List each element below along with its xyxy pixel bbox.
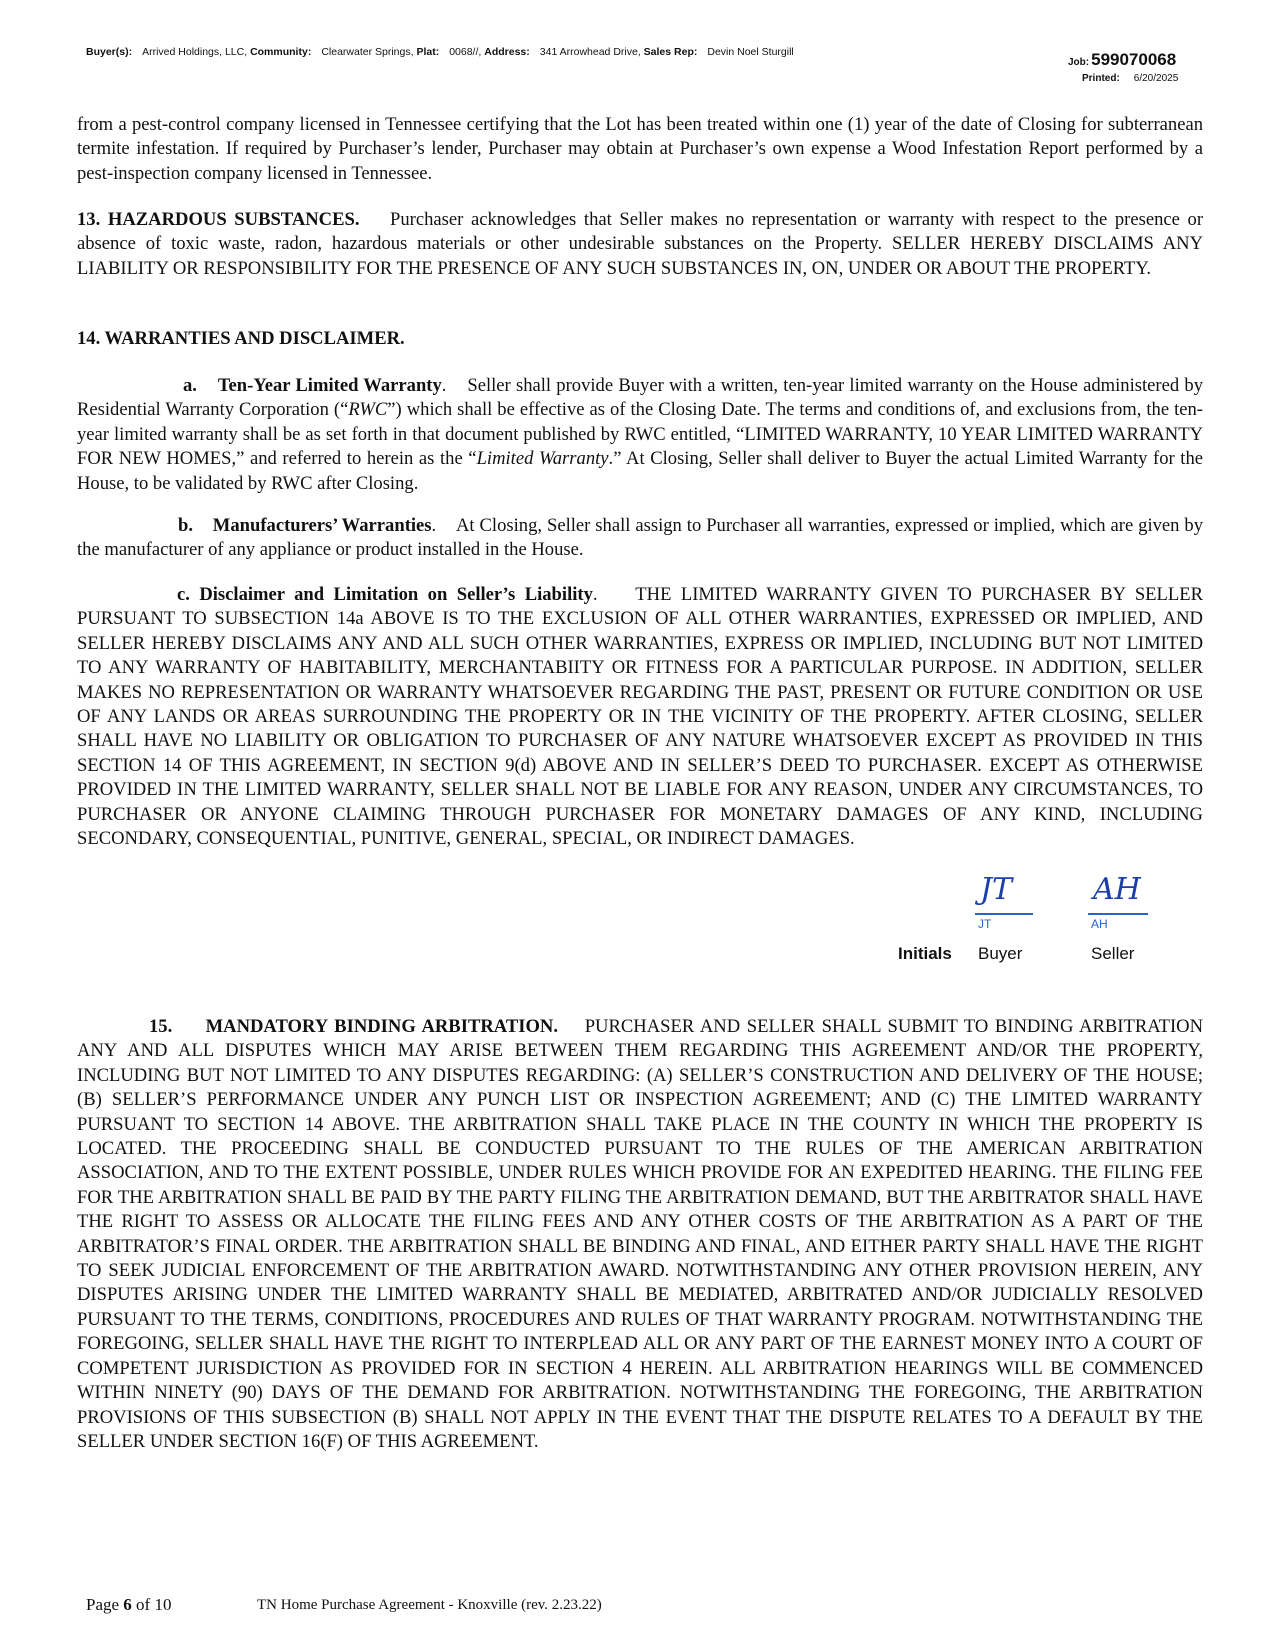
buyer-initials-line bbox=[975, 913, 1033, 915]
section-14b: b. Manufacturers’ Warranties. At Closing, Seller shall assign to Purchaser all warranties, expressed or implied, which are given by the manufacturer of any appliance or product installed in the House. bbox=[77, 515, 1203, 561]
section-14a: a. Ten-Year Limited Warranty. Seller shall provide Buyer with a written, ten-year limited warranty on the House administered by Residential Warranty Corporation (“RWC”) which shall be effective as of the Closing Date. The terms and conditions of, and exclusions from, the ten-year limited warranty shall be as set forth in that document published by RWC entitled, “LIMITED WARRANTY, 10 YEAR LIMITED WARRANTY FOR NEW HOMES,” and referred to herein as the “Limited Warranty.” At Closing, Seller shall deliver to Buyer the actual Limited Warranty for the House, to be validated by RWC after Closing. bbox=[77, 375, 1204, 494]
section-14b-title: Manufacturers’ Warranties bbox=[212, 515, 432, 536]
buyer-initials-small: JT bbox=[978, 917, 992, 931]
document-title-footer: TN Home Purchase Agreement - Knoxville (rev. 2.23.22) bbox=[257, 1597, 602, 1613]
section-15-title: MANDATORY BINDING ARBITRATION. bbox=[205, 1016, 558, 1037]
buyer-label: Buyer(s): bbox=[86, 46, 133, 58]
address-label: Address: bbox=[484, 46, 530, 58]
buyer-label-initials: Buyer bbox=[978, 944, 1023, 963]
document-header bbox=[86, 46, 794, 58]
page-current: 6 bbox=[123, 1595, 132, 1614]
printed-label: Printed: bbox=[1082, 73, 1120, 84]
section-14a-rwc: RWC bbox=[348, 399, 388, 421]
page-number bbox=[86, 1595, 171, 1615]
community-value: Clearwater Springs, bbox=[321, 46, 414, 58]
section-14c-title: c. Disclaimer and Limitation on Seller’s Liability bbox=[177, 584, 593, 605]
section-14-title: 14. WARRANTIES AND DISCLAIMER. bbox=[77, 328, 405, 349]
section-15-text: PURCHASER AND SELLER SHALL SUBMIT TO BINDING ARBITRATION ANY AND ALL DISPUTES WHICH MAY ARISE BETWEEN THEM REGARDING THIS AGREEMENT AND/OR THE PROPERTY, INCLUDING BUT NOT LIMITED TO ANY DISPUTES REGARDING: (A) SELLER’S CONSTRUCTION AND DELIVERY OF THE HOUSE; (B) SELLER’S PERFORMANCE UNDER ANY PUNCH LIST OR INSPECTION AGREEMENT; AND (C) THE LIMITED WARRANTY PURSUANT TO SECTION 14 ABOVE. THE ARBITRATION SHALL TAKE PLACE IN THE COUNTY IN WHICH THE PROPERTY IS LOCATED. THE PROCEEDING SHALL BE CONDUCTED PURSUANT TO THE RULES OF THE AMERICAN ARBITRATION ASSOCIATION, AND TO THE EXTENT POSSIBLE, UNDER RULES WHICH PROVIDE FOR AN EXPEDITED HEARING. THE FILING FEE FOR THE ARBITRATION SHALL BE PAID BY THE PARTY FILING THE ARBITRATION DEMAND, BUT THE ARBITRATOR SHALL HAVE THE RIGHT TO ASSESS OR ALLOCATE THE FILING FEES AND ANY OTHER COSTS OF THE ARBITRATION AS A PART OF THE ARBITRATOR’S FINAL ORDER. THE ARBITRATION SHALL BE BINDING AND FINAL, AND EITHER PARTY SHALL HAVE THE RIGHT TO SEEK JUDICIAL ENFORCEMENT OF THE ARBITRATION AWARD. NOTWITHSTANDING ANY OTHER PROVISION HEREIN, ANY DISPUTES ARISING UNDER THE LIMITED WARRANTY SHALL BE MEDIATED, ARBITRATED AND/OR JUDICIALLY RESOLVED PURSUANT TO THE TERMS, CONDITIONS, PROCEDURES AND RULES OF THAT WARRANTY PROGRAM. NOTWITHSTANDING THE FOREGOING, SELLER SHALL HAVE THE RIGHT TO INTERPLEAD ALL OR ANY PART OF THE EARNEST MONEY INTO A COURT OF COMPETENT JURISDICTION AS PROVIDED FOR IN SECTION 4 HEREIN. ALL ARBITRATION HEARINGS WILL BE COMMENCED WITHIN NINETY (90) DAYS OF THE DEMAND FOR ARBITRATION. NOTWITHSTANDING THE FOREGOING, THE ARBITRATION PROVISIONS OF THIS SUBSECTION (B) SHALL NOT APPLY IN THE EVENT THAT THE DISPUTE RELATES TO A DEFAULT BY THE SELLER UNDER SECTION 16(F) OF THIS AGREEMENT. bbox=[77, 1016, 1204, 1452]
seller-initials-line bbox=[1088, 913, 1148, 915]
printed-date: 6/20/2025 bbox=[1133, 73, 1179, 84]
section-14a-text-2: ”) which shall be effective as of the Closing Date. The terms and conditions of, and exclusions from, the ten-year limited warranty shall be as set forth in that document published by RWC entitled, “LIMITED WARRANTY, 10 YEAR LIMITED WARRANTY FOR NEW HOMES,” and referred to herein as the “ bbox=[77, 399, 1203, 470]
section-14b-text: At Closing, Seller shall assign to Purchaser all warranties, expressed or implied, which are given by the manufacturer of any appliance or product installed in the House. bbox=[77, 515, 1203, 561]
seller-initials-small: AH bbox=[1091, 917, 1108, 931]
section-14b-letter: b. bbox=[178, 515, 193, 536]
page-prefix: Page bbox=[86, 1595, 120, 1614]
paragraph-termite-continuation: from a pest-control company licensed in Tennessee certifying that the Lot has been treated within one (1) year of the date of Closing for subterranean termite infestation. If required by Purchaser’s lender, Purchaser may obtain at Purchaser’s own expense a Wood Infestation Report performed by a pest-inspection company licensed in Tennessee. bbox=[77, 114, 1203, 184]
address-value: 341 Arrowhead Drive, bbox=[539, 46, 641, 58]
page-total: of 10 bbox=[136, 1595, 172, 1614]
section-13-title: 13. HAZARDOUS SUBSTANCES. bbox=[77, 209, 360, 230]
section-15 bbox=[77, 1015, 1203, 1454]
section-14c-text: THE LIMITED WARRANTY GIVEN TO PURCHASER BY SELLER PURSUANT TO SUBSECTION 14a ABOVE IS TO THE EXCLUSION OF ALL OTHER WARRANTIES, EXPRESSED OR IMPLIED, AND SELLER HEREBY DISCLAIMS ANY AND ALL SUCH OTHER WARRANTIES, EXPRESS OR IMPLIED, INCLUDING BUT NOT LIMITED TO ANY WARRANTY OF HABITABILITY, MERCHANTABIITY OR FITNESS FOR A PARTICULAR PURPOSE. IN ADDITION, SELLER MAKES NO REPRESENTATION OR WARRANTY WHATSOEVER REGARDING THE PAST, PRESENT OR FUTURE CONDITION OR USE OF ANY LANDS OR AREAS SURROUNDING THE PROPERTY OR IN THE VICINITY OF THE PROPERTY. AFTER CLOSING, SELLER SHALL HAVE NO LIABILITY OR OBLIGATION TO PURCHASER OF ANY NATURE WHATSOEVER EXCEPT AS PROVIDED IN THIS SECTION 14 OF THIS AGREEMENT, IN SECTION 9(d) ABOVE AND IN SELLER’S DEED TO PURCHASER. EXCEPT AS OTHERWISE PROVIDED IN THE LIMITED WARRANTY, SELLER SHALL NOT BE LIABLE FOR ANY REASON, UNDER ANY CIRCUMSTANCES, TO PURCHASER OR ANYONE CLAIMING THROUGH PURCHASER FOR MONETARY DAMAGES OF ANY KIND, INCLUDING SECONDARY, CONSEQUENTIAL, PUNITIVE, GENERAL, SPECIAL, OR INDIRECT DAMAGES. bbox=[77, 584, 1203, 850]
job-label: Job: bbox=[1068, 57, 1090, 68]
section-14a-text-3: .” At Closing, Seller shall deliver to Buyer the actual Limited Warranty for the House, to be validated by RWC after Closing. bbox=[77, 448, 1204, 494]
printed-date-block bbox=[1082, 73, 1178, 84]
buyer-value: Arrived Holdings, LLC, bbox=[142, 46, 248, 58]
seller-initials-signature: AH bbox=[1093, 872, 1141, 907]
sales-rep-label: Sales Rep: bbox=[643, 46, 698, 58]
section-14 bbox=[77, 327, 1203, 351]
section-14a-limited-warranty: Limited Warranty bbox=[476, 448, 609, 470]
section-14a-text-1: Seller shall provide Buyer with a written, ten-year limited warranty on the House administered by Residential Warranty Corporation (“ bbox=[77, 375, 1203, 421]
section-15-number: 15. bbox=[149, 1016, 173, 1037]
buyer-initials-signature: JT bbox=[980, 872, 1013, 907]
community-label: Community: bbox=[250, 46, 312, 58]
section-14a-letter: a. bbox=[183, 375, 197, 396]
job-number: 599070068 bbox=[1091, 50, 1177, 69]
section-13 bbox=[77, 208, 1203, 281]
section-14c: c. Disclaimer and Limitation on Seller’s Liability. THE LIMITED WARRANTY GIVEN TO PURCHASER BY SELLER PURSUANT TO SUBSECTION 14a ABOVE IS TO THE EXCLUSION OF ALL OTHER WARRANTIES, EXPRESSED OR IMPLIED, AND SELLER HEREBY DISCLAIMS ANY AND ALL SUCH OTHER WARRANTIES, EXPRESS OR IMPLIED, INCLUDING BUT NOT LIMITED TO ANY WARRANTY OF HABITABILITY, MERCHANTABIITY OR FITNESS FOR A PARTICULAR PURPOSE. IN ADDITION, SELLER MAKES NO REPRESENTATION OR WARRANTY WHATSOEVER REGARDING THE PAST, PRESENT OR FUTURE CONDITION OR USE OF ANY LANDS OR AREAS SURROUNDING THE PROPERTY OR IN THE VICINITY OF THE PROPERTY. AFTER CLOSING, SELLER SHALL HAVE NO LIABILITY OR OBLIGATION TO PURCHASER OF ANY NATURE WHATSOEVER EXCEPT AS PROVIDED IN THIS SECTION 14 OF THIS AGREEMENT, IN SECTION 9(d) ABOVE AND IN SELLER’S DEED TO PURCHASER. EXCEPT AS OTHERWISE PROVIDED IN THE LIMITED WARRANTY, SELLER SHALL NOT BE LIABLE FOR ANY REASON, UNDER ANY CIRCUMSTANCES, TO PURCHASER OR ANYONE CLAIMING THROUGH PURCHASER FOR MONETARY DAMAGES OF ANY KIND, INCLUDING SECONDARY, CONSEQUENTIAL, PUNITIVE, GENERAL, SPECIAL, OR INDIRECT DAMAGES. bbox=[77, 584, 1203, 850]
section-13-text: Purchaser acknowledges that Seller makes no representation or warranty with respect to the presence or absence of toxic waste, radon, hazardous materials or other undesirable substances on the Property. SELLER HEREBY DISCLAIMS ANY LIABILITY OR RESPONSIBILITY FOR THE PRESENCE OF ANY SUCH SUBSTANCES IN, ON, UNDER OR ABOUT THE PROPERTY. bbox=[77, 209, 1204, 279]
plat-label: Plat: bbox=[416, 46, 440, 58]
job-number-block bbox=[1068, 50, 1176, 70]
seller-label-initials: Seller bbox=[1091, 944, 1135, 963]
plat-value: 0068//, bbox=[449, 46, 482, 58]
sales-rep-value: Devin Noel Sturgill bbox=[707, 46, 794, 58]
initials-label: Initials bbox=[898, 944, 952, 963]
section-14a-title: Ten-Year Limited Warranty bbox=[217, 375, 442, 396]
